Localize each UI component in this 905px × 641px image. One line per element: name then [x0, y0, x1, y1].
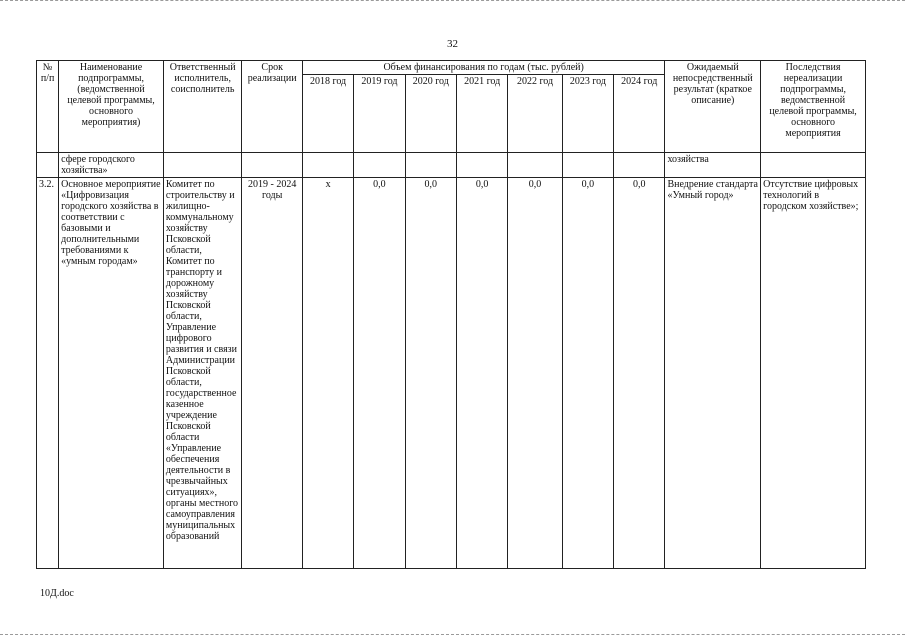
header-result: Ожидаемый непосредственный результат (краткое описание): [665, 61, 761, 153]
cell-value: [614, 153, 665, 178]
cell-value: [562, 153, 613, 178]
cell-name: сфере городского хозяйства»: [59, 153, 164, 178]
header-year: 2019 год: [354, 75, 405, 153]
table-row-continuation: [37, 153, 866, 178]
cell-value: [302, 153, 353, 178]
cell-value: 0,0: [508, 178, 562, 569]
cell-period: [242, 153, 302, 178]
header-year: 2024 год: [614, 75, 665, 153]
header-period: Срок реализации: [242, 61, 302, 153]
cell-value: [354, 153, 405, 178]
header-year: 2021 год: [456, 75, 507, 153]
cell-name: Основное мероприятие «Цифровизация городского хозяйства в соответствии с базовыми и дополнительными требованиями к «умным городам»: [59, 178, 164, 569]
footer-filename: 10Д.doc: [40, 588, 74, 599]
header-num: № п/п: [37, 61, 59, 153]
header-consequences: Последствия нереализации подпрограммы, ведомственной целевой программы, основного мероприятия: [761, 61, 866, 153]
header-year: 2022 год: [508, 75, 562, 153]
cell-result: Внедрение стандарта «Умный город»: [665, 178, 761, 569]
cell-value: [405, 153, 456, 178]
header-year: 2018 год: [302, 75, 353, 153]
cell-consequences: Отсутствие цифровых технологий в городском хозяйстве»;: [761, 178, 866, 569]
table-row-3-2: [37, 178, 866, 569]
header-year: 2020 год: [405, 75, 456, 153]
header-year: 2023 год: [562, 75, 613, 153]
financing-table: [36, 60, 866, 569]
cell-result: хозяйства: [665, 153, 761, 178]
header-executor: Ответственный исполнитель, соисполнитель: [163, 61, 242, 153]
header-financing: Объем финансирования по годам (тыс. рублей): [302, 61, 665, 75]
cell-value: 0,0: [456, 178, 507, 569]
cell-value: [456, 153, 507, 178]
header-name: Наименование подпрограммы, (ведомственной целевой программы, основного мероприятия): [59, 61, 164, 153]
scan-edge-top: [0, 0, 905, 7]
cell-value: 0,0: [405, 178, 456, 569]
cell-value: [508, 153, 562, 178]
cell-executor: Комитет по строительству и жилищно-коммунальному хозяйству Псковской области, Комитет по транспорту и дорожному хозяйству Псковской области, Управление цифрового развития и связи Администрации Псковской области, государственное казенное учреждение Псковской области «Управление обеспечения деятельности в чрезвычайных ситуациях», органы местного самоуправления муниципальных образований: [163, 178, 242, 569]
cell-period: 2019 - 2024 годы: [242, 178, 302, 569]
cell-value: 0,0: [562, 178, 613, 569]
cell-executor: [163, 153, 242, 178]
cell-value: 0,0: [354, 178, 405, 569]
cell-value: 0,0: [614, 178, 665, 569]
page-number: 32: [447, 38, 458, 50]
cell-consequences: [761, 153, 866, 178]
cell-num: [37, 153, 59, 178]
cell-num: 3.2.: [37, 178, 59, 569]
cell-value: х: [302, 178, 353, 569]
header-row: [37, 61, 866, 75]
